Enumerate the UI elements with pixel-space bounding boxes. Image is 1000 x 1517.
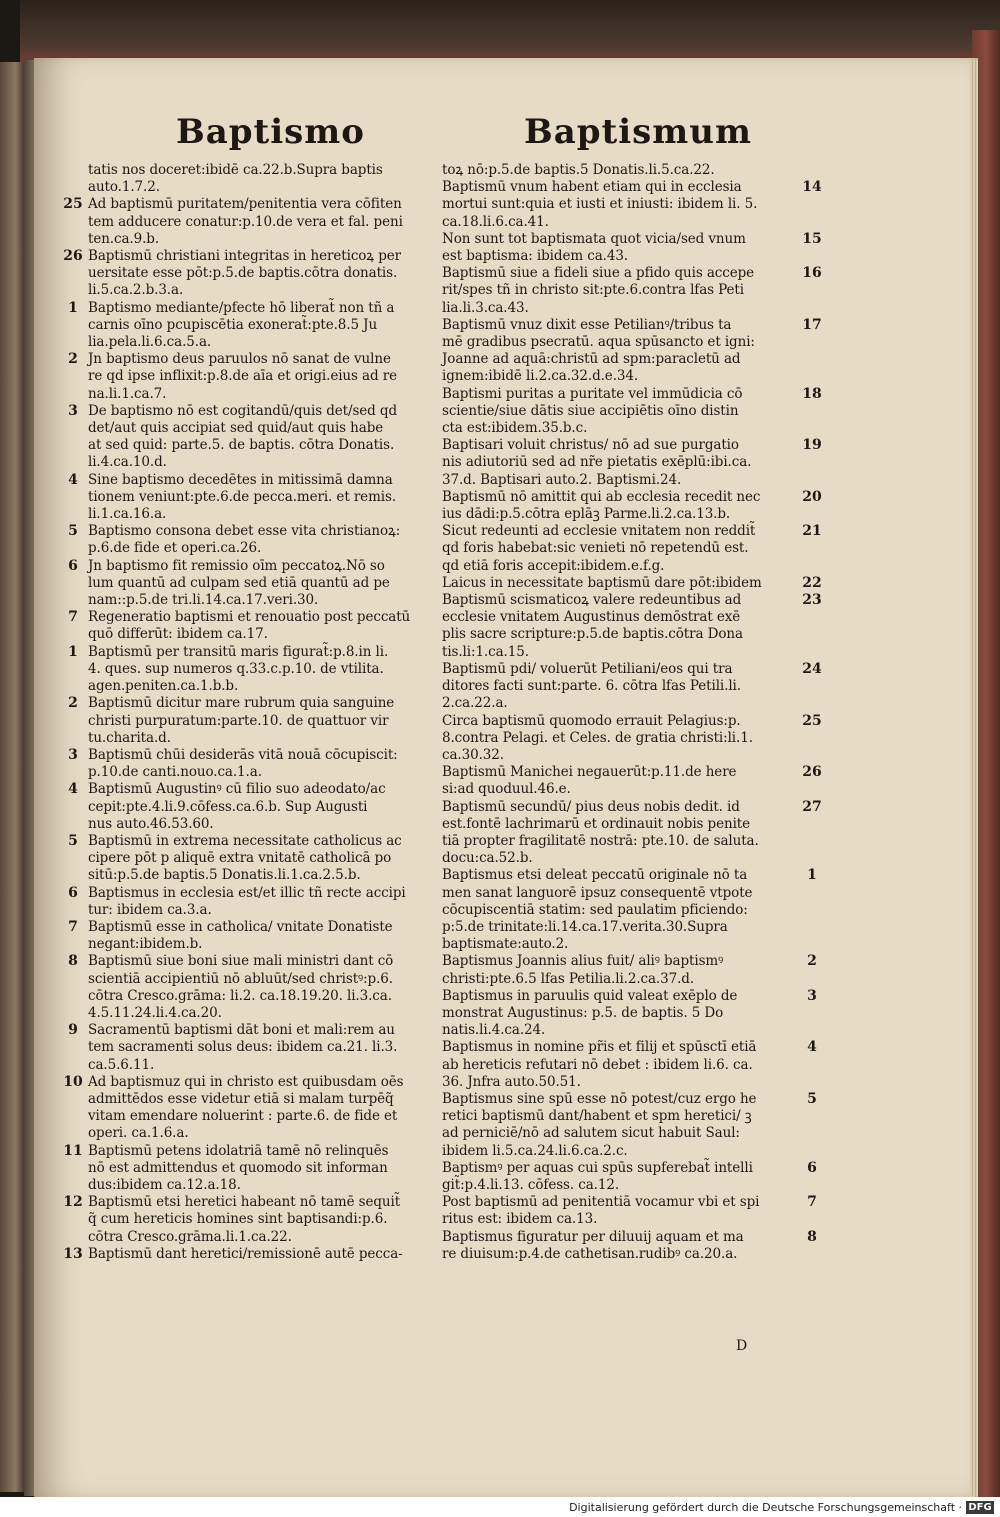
entry-number: 5	[68, 523, 78, 540]
entry-text: De baptismo nō est cogitandū/quis det/sed qd det/aut quis accipiat sed quid/aut quis habe at sed quid: parte.5. de baptis. cōtra Donatis. li.4.ca.10.d.	[88, 402, 397, 471]
entry-text: Baptismꝰ per aquas cui spūs supferebat̃ intelli git̃:p.4.li.13. cōfess. ca.12.	[442, 1159, 753, 1193]
entry-text: Baptismū per transitū maris figurat̃:p.8.in li. 4. ques. sup numeros q.33.c.p.10. de vtilita. agen.peniten.ca.1.b.b.	[88, 643, 389, 695]
entry-text: Baptismū etsi heretici habeant nō tamē sequit̃ q̃ cum hereticis homines sint baptisandi:p.6. cōtra Cresco.grāma.li.1.ca.22.	[88, 1194, 401, 1245]
index-entry	[58, 609, 438, 643]
entry-text: Baptismus sine spū esse nō potest/cuz ergo he retici baptismū dant/habent et spm heretici/ ꝫ ad perniciē/nō ad salutem sicut habuit Saul: ibidem li.5.ca.24.li.6.ca.2.c.	[442, 1090, 757, 1159]
entry-number: 9	[68, 1022, 78, 1039]
entry-text: Baptismū Manichei negauerūt:p.11.de here si:ad quoduul.46.e.	[442, 764, 737, 798]
entry-number: 1	[68, 299, 78, 316]
entry-number: 5	[807, 1090, 817, 1107]
index-entry	[442, 713, 834, 765]
entry-text: Baptismū vnuz dixit esse Petilianꝰ/tribus ta mē gradibus psecratū. aqua spūsancto et igni: Joanne ad aquā:christū ad spm:paracletū ad ignem:ibidē li.2.ca.32.d.e.34.	[442, 316, 755, 385]
index-entry	[58, 953, 438, 1022]
entry-number: 19	[802, 437, 822, 454]
entry-text: Baptismū siue a fideli siue a pfido quis accepe rit/spes tñ in christo sit:pte.6.contra lfas Peti lia.li.3.ca.43.	[442, 265, 755, 316]
entry-text: Sacramentū baptismi dāt boni et mali:rem au tem sacramenti solus deus: ibidem ca.21. li.3. ca.5.6.11.	[88, 1022, 398, 1073]
running-head-left: Baptismo	[176, 112, 365, 152]
entry-number: 4	[807, 1039, 817, 1056]
entry-number: 21	[802, 523, 822, 540]
index-entry	[58, 162, 438, 196]
signature-mark: D	[736, 1338, 748, 1354]
index-entry	[442, 386, 834, 438]
entry-text: Baptismus etsi deleat peccatū originale nō ta men sanat languorē ipsuz consequentē vtpote cōcupiscentiā statim: sed paulatim pficiendo: p:5.de trinitate:li.14.ca.17.verita.30.Supra baptismate:auto.2.	[442, 867, 753, 953]
entry-text: Baptismus in nomine pr̃is et filij et spūsctī etiā ab hereticis refutari nō debet : ibidem li.6. ca. 36. Jnfra auto.50.51.	[442, 1039, 757, 1090]
index-entry	[58, 403, 438, 472]
entry-text: Baptismū siue boni siue mali ministri dant cō scientiā accipientiū nō abluūt/sed christꝰ:p.6. cōtra Cresco.grāma: li.2. ca.18.19.20. li.3.ca. 4.5.11.24.li.4.ca.20.	[88, 953, 394, 1021]
entry-text: Ad baptismū puritatem/penitentia vera cōfiten tem adducere conatur:p.10.de vera et fal. peni ten.ca.9.b.	[88, 196, 403, 247]
entry-number: 27	[802, 798, 822, 815]
entry-text: Sine baptismo decedētes in mitissimā damna tionem veniunt:pte.6.de pecca.meri. et remis. li.1.ca.16.a.	[88, 471, 397, 523]
index-entry	[442, 1229, 834, 1263]
index-entry	[442, 953, 834, 987]
entry-number: 14	[802, 179, 822, 196]
left-page-edge	[0, 62, 26, 1492]
entry-number: 3	[68, 402, 78, 419]
entry-text: Baptismū secundū/ pius deus nobis dedit. id est.fontē lachrimarū et ordinauit nobis penite tiā propter fragilitatē nostrā: pte.10. de saluta. docu:ca.52.b.	[442, 798, 759, 867]
index-entry	[58, 558, 438, 610]
entry-number: 7	[68, 918, 78, 935]
index-entry	[58, 833, 438, 885]
entry-number: 1	[68, 643, 78, 660]
entry-text: Baptismū Augustinꝰ cū filio suo adeodato/ac cepit:pte.4.li.9.cōfess.ca.6.b. Sup Augusti nus auto.46.53.60.	[88, 781, 386, 832]
entry-text: Baptismū esse in catholica/ vnitate Donatiste negant:ibidem.b.	[88, 918, 393, 953]
index-entry	[442, 988, 834, 1040]
index-entry	[442, 592, 834, 661]
entry-text: Baptismū vnum habent etiam qui in ecclesia mortui sunt:quia et iusti et iniusti: ibidem li. 5. ca.18.li.6.ca.41.	[442, 179, 758, 230]
footer-bar	[0, 1497, 1000, 1517]
index-entry	[442, 1160, 834, 1194]
index-entry	[58, 747, 438, 781]
running-head-right: Baptismum	[524, 112, 752, 152]
index-entry	[442, 523, 834, 575]
dfg-logo-icon: DFG	[966, 1501, 994, 1514]
entry-text: Sicut redeunti ad ecclesie vnitatem non reddit̃ qd foris habebat:sic venieti nō repetendū est. qd etiā foris accepit:ibidem.e.f.g.	[442, 523, 756, 574]
entry-text: Baptismū in extrema necessitate catholicus ac cipere pōt p aliquē extra vnitatē catholicā po sitū:p.5.de baptis.5 Donatis.li.1.ca.2.5.b.	[88, 832, 402, 884]
index-entry	[58, 781, 438, 833]
entry-number: 5	[68, 832, 78, 849]
entry-text: Jn baptismo fit remissio oīm peccatoꝝ.Nō so lum quantū ad culpam sed etiā quantū ad pe nam::p.5.de tri.li.14.ca.17.veri.30.	[88, 557, 390, 609]
entry-number: 10	[63, 1073, 83, 1090]
entry-number: 6	[68, 557, 78, 574]
index-entry	[58, 1194, 438, 1246]
entry-number: 7	[807, 1194, 817, 1211]
entry-number: 26	[63, 248, 83, 265]
index-entry	[58, 1143, 438, 1195]
index-entry	[442, 489, 834, 523]
entry-text: Baptismū dicitur mare rubrum quia sanguine christi purpuratum:parte.10. de quattuor vir tu.charita.d.	[88, 695, 395, 746]
entry-text: Baptismo mediante/pfecte hō liberat̃ non tñ a carnis oīno pcupiscētia exonerat̃:pte.8.5 Ju lia.pela.li.6.ca.5.a.	[88, 299, 395, 351]
entry-text: Regeneratio baptismi et renouatio post peccatū quō differūt: ibidem ca.17.	[88, 609, 411, 643]
index-entry	[58, 1022, 438, 1074]
entry-number: 12	[63, 1194, 83, 1211]
entry-text: Jn baptismo deus paruulos nō sanat de vulne re qd ipse inflixit:p.8.de aīa et origi.eius ad re na.li.1.ca.7.	[88, 351, 397, 402]
entry-text: Baptismus in paruulis quid valeat exēplo de monstrat Augustinus: p.5. de baptis. 5 Do natis.li.4.ca.24.	[442, 987, 738, 1039]
index-entry	[442, 1091, 834, 1160]
entry-number: 6	[68, 884, 78, 901]
entry-number: 11	[63, 1142, 83, 1159]
entry-text: Circa baptismū quomodo errauit Pelagius:p. 8.contra Pelagi. et Celes. de gratia christi:li.1. ca.30.32.	[442, 712, 753, 763]
entry-number: 7	[68, 609, 78, 626]
index-entry	[58, 1074, 438, 1143]
entry-text: Baptisari voluit christus/ nō ad sue purgatio nis adiutoriū sed ad nr̃e pietatis exēplū:ibi.ca. 37.d. Baptisari auto.2. Baptismi.24.	[442, 437, 752, 488]
entry-number: 17	[802, 316, 822, 333]
index-entry	[58, 248, 438, 300]
entry-number: 3	[68, 746, 78, 763]
entry-number: 4	[68, 781, 78, 798]
index-entry	[442, 764, 834, 798]
page-edge	[970, 60, 978, 1498]
entry-number: 22	[802, 574, 822, 591]
index-entry	[442, 1039, 834, 1091]
entry-text: Non sunt tot baptismata quot vicia/sed vnum est baptisma: ibidem ca.43.	[442, 230, 746, 265]
index-entry	[442, 1194, 834, 1228]
entry-text: Baptismus Joannis alius fuit/ aliꝰ baptismꝰ christi:pte.6.5 lfas Petilia.li.2.ca.37.d.	[442, 953, 724, 987]
index-entry	[442, 162, 834, 179]
entry-text: Baptismus figuratur per diluuij aquam et ma re diuisum:p.4.de cathetisan.rudibꝰ ca.20.a.	[442, 1228, 744, 1262]
index-entry	[58, 196, 438, 248]
index-entry	[58, 695, 438, 747]
entry-text: Baptismus in ecclesia est/et illic tñ recte accipi tur: ibidem ca.3.a.	[88, 884, 406, 918]
entry-number: 2	[68, 695, 78, 712]
entry-number: 25	[63, 196, 83, 213]
index-entry	[442, 231, 834, 265]
entry-number: 15	[802, 230, 822, 247]
entry-number: 20	[802, 488, 822, 505]
entry-text: Baptismi puritas a puritate vel immūdicia cō scientie/siue dātis siue accipiētis oīno distin cta est:ibidem.35.b.c.	[442, 385, 743, 437]
entry-text: Baptismū scismaticoꝝ valere redeuntibus ad ecclesie vnitatem Augustinus demōstrat exē plis sacre scripture:p.5.de baptis.cōtra Dona tis.li:1.ca.15.	[442, 592, 743, 660]
entry-number: 1	[807, 867, 817, 884]
left-column	[58, 162, 438, 1263]
entry-number: 25	[802, 712, 822, 729]
entry-number: 4	[68, 471, 78, 488]
index-entry	[442, 179, 834, 231]
index-entry	[58, 644, 438, 696]
entry-number: 26	[802, 764, 822, 781]
index-entry	[58, 472, 438, 524]
entry-number: 13	[63, 1245, 83, 1262]
entry-text: Baptismū pdi/ voluerūt Petiliani/eos qui tra ditores facti sunt:parte. 6. cōtra lfas Petili.li. 2.ca.22.a.	[442, 660, 741, 712]
entry-number: 6	[807, 1159, 817, 1176]
entry-text: Baptismū dant heretici/remissionē autē pecca-	[88, 1245, 403, 1262]
index-entry	[442, 799, 834, 868]
index-entry	[58, 885, 438, 919]
entry-text: Baptismo consona debet esse vita christianoꝝ: p.6.de fide et operi.ca.26.	[88, 523, 401, 557]
index-entry	[442, 661, 834, 713]
footer-credit: Digitalisierung gefördert durch die Deutsche Forschungsgemeinschaft ·	[569, 1501, 962, 1514]
entry-number: 8	[807, 1228, 817, 1245]
entry-text: toꝝ nō:p.5.de baptis.5 Donatis.li.5.ca.22.	[442, 162, 715, 178]
entry-text: Ad baptismuz qui in christo est quibusdam oēs admittēdos esse videtur etiā si malam turpēq̃ vitam emendare noluerint : parte.6. de fide et operi. ca.1.6.a.	[88, 1073, 404, 1142]
entry-number: 18	[802, 385, 822, 402]
index-entry	[442, 867, 834, 953]
entry-number: 3	[807, 987, 817, 1004]
index-entry	[58, 523, 438, 557]
entry-text: tatis nos doceret:ibidē ca.22.b.Supra baptis auto.1.7.2.	[88, 162, 383, 196]
entry-number: 2	[68, 351, 78, 368]
index-entry	[58, 351, 438, 403]
book-cover-top	[20, 0, 1000, 64]
index-entry	[58, 919, 438, 953]
index-entry	[442, 437, 834, 489]
entry-text: Baptismū nō amittit qui ab ecclesia recedit nec ius dādi:p.5.cōtra eplāꝫ Parme.li.2.ca.13.b.	[442, 488, 761, 523]
entry-number: 24	[802, 660, 822, 677]
entry-number: 23	[802, 592, 822, 609]
right-column	[442, 162, 834, 1263]
entry-text: Baptismū chūi desiderās vitā nouā cōcupiscit: p.10.de canti.nouo.ca.1.a.	[88, 746, 398, 781]
index-entry	[58, 1246, 438, 1263]
entry-text: Post baptismū ad penitentiā vocamur vbi et spi ritus est: ibidem ca.13.	[442, 1194, 760, 1228]
entry-text: Baptismū petens idolatriā tamē nō relinquēs nō est admittendus et quomodo sit informan dus:ibidem ca.12.a.18.	[88, 1142, 389, 1193]
index-entry	[442, 317, 834, 386]
entry-number: 8	[68, 953, 78, 970]
entry-text: Baptismū christiani integritas in hereticoꝝ per uersitate esse pōt:p.5.de baptis.cōtra donatis. li.5.ca.2.b.3.a.	[88, 248, 401, 299]
entry-number: 16	[802, 265, 822, 282]
entry-number: 2	[807, 953, 817, 970]
index-entry	[442, 265, 834, 317]
index-entry	[58, 300, 438, 352]
entry-text: Laicus in necessitate baptismū dare pōt:ibidem	[442, 574, 762, 591]
index-entry	[442, 575, 834, 592]
